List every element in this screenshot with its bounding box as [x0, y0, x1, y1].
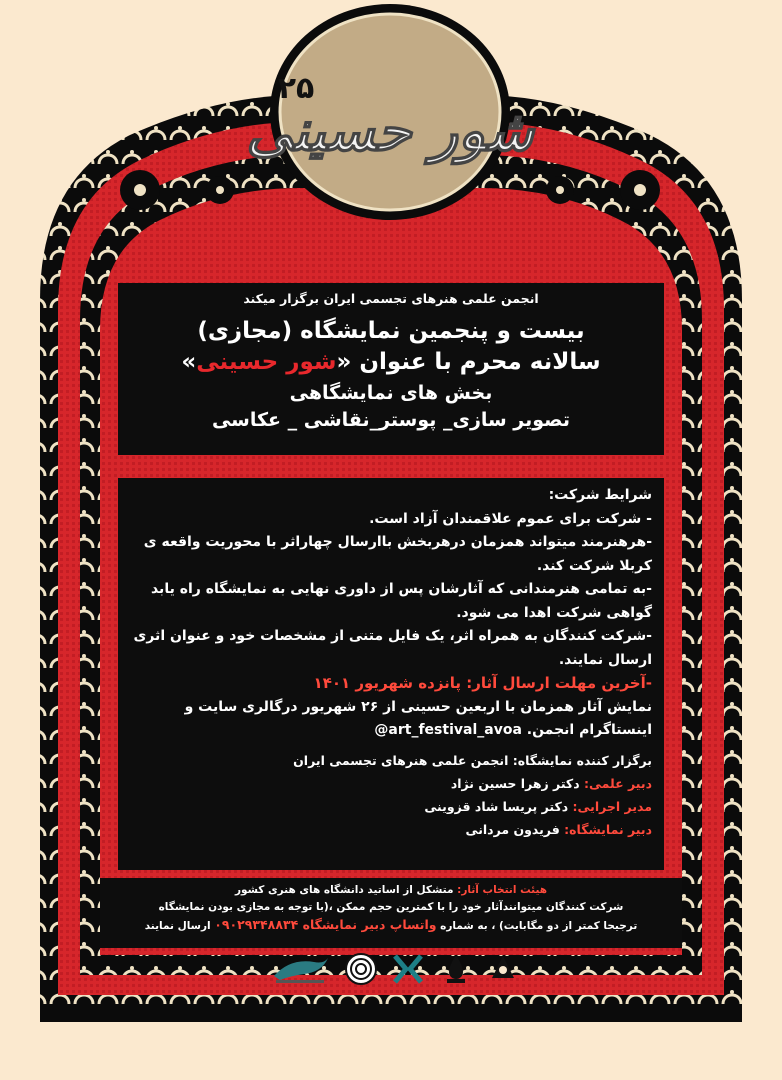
title-line-2: سالانه محرم با عنوان «شور حسینی»	[181, 349, 601, 375]
university-logo-icon	[486, 952, 520, 986]
spiral-logo-icon	[344, 952, 378, 986]
submission-line: شرکت کنندگان میتوانندآثار خود را با کمترین حجم ممکن ،(با توجه به مجازی بودن نمایشگاه	[158, 901, 624, 913]
jury-line: هیئت انتخاب آثار: متشکل از اساتید دانشگاه های هنری کشور	[234, 884, 548, 896]
hand-drop-logo-icon	[439, 952, 473, 986]
credit-scientific-secretary: دبیر علمی: دکتر زهرا حسین نژاد	[450, 775, 652, 791]
footer-panel	[100, 878, 682, 948]
x-star-logo-icon	[391, 952, 425, 986]
condition-item: -هرهنرمند میتواند همزمان درهربخش باارسال چهاراثر با محوریت واقعه ی کربلا شرکت کند.	[143, 534, 652, 574]
condition-item: - شرکت برای عموم علاقمندان آزاد است.	[369, 510, 652, 527]
condition-item: -شرکت کنندگان به همراه اثر، یک فایل متنی از مشخصات خود و عنوان اثری ارسال نمایند.	[133, 628, 652, 668]
header-panel	[118, 283, 664, 455]
sections-label: بخش های نمایشگاهی	[289, 382, 493, 404]
title-highlight: شور حسینی	[196, 349, 337, 375]
badge-number: ۲۵	[277, 71, 315, 106]
bird-logo-icon	[270, 952, 330, 986]
conditions-panel	[118, 478, 664, 870]
categories-line: تصویر سازی_ پوستر_نقاشی _ عکاسی	[211, 409, 571, 431]
credit-exhibition-secretary: دبیر نمایشگاه: فریدون مردانی	[465, 821, 652, 837]
whatsapp-number: واتساپ دبیر نمایشگاه ۰۹۰۲۹۳۴۸۸۳۴	[214, 917, 437, 932]
title-line-1: بیست و پنجمین نمایشگاه (مجازی)	[197, 318, 585, 344]
condition-item: -به تمامی هنرمندانی که آثارشان پس از داوری نهایی به نمایشگاه راه یابد گواهی شرکت اهدا می شود.	[150, 581, 652, 621]
credit-executive-manager: مدیر اجرایی: دکتر پریسا شاد قزوینی	[424, 798, 652, 814]
deadline-line: -آخرین مهلت ارسال آثار: پانزده شهریور ۱۴۰۱	[313, 674, 652, 692]
credit-organizer: برگزار کننده نمایشگاه: انجمن علمی هنرهای تجسمی ایران	[293, 752, 652, 768]
whatsapp-line: ترجیحا کمتر از دو مگابایت) ، به شماره واتساپ دبیر نمایشگاه ۰۹۰۲۹۳۴۸۸۳۴ ارسال نمایند	[144, 917, 638, 932]
display-line: نمایش آثار همزمان با اربعین حسینی از ۲۶ شهریور درگالری سایت و اینستاگرام انجمن. @art_festival_avoa	[184, 698, 652, 738]
instagram-handle: @art_festival_avoa	[374, 722, 522, 738]
bottom-strip	[40, 1010, 742, 1022]
organizer-line: انجمن علمی هنرهای تجسمی ایران برگزار میکند	[243, 291, 539, 306]
badge-title: شور حسینی	[246, 98, 534, 164]
conditions-heading: شرایط شرکت:	[548, 487, 652, 503]
logos-row	[270, 948, 520, 990]
